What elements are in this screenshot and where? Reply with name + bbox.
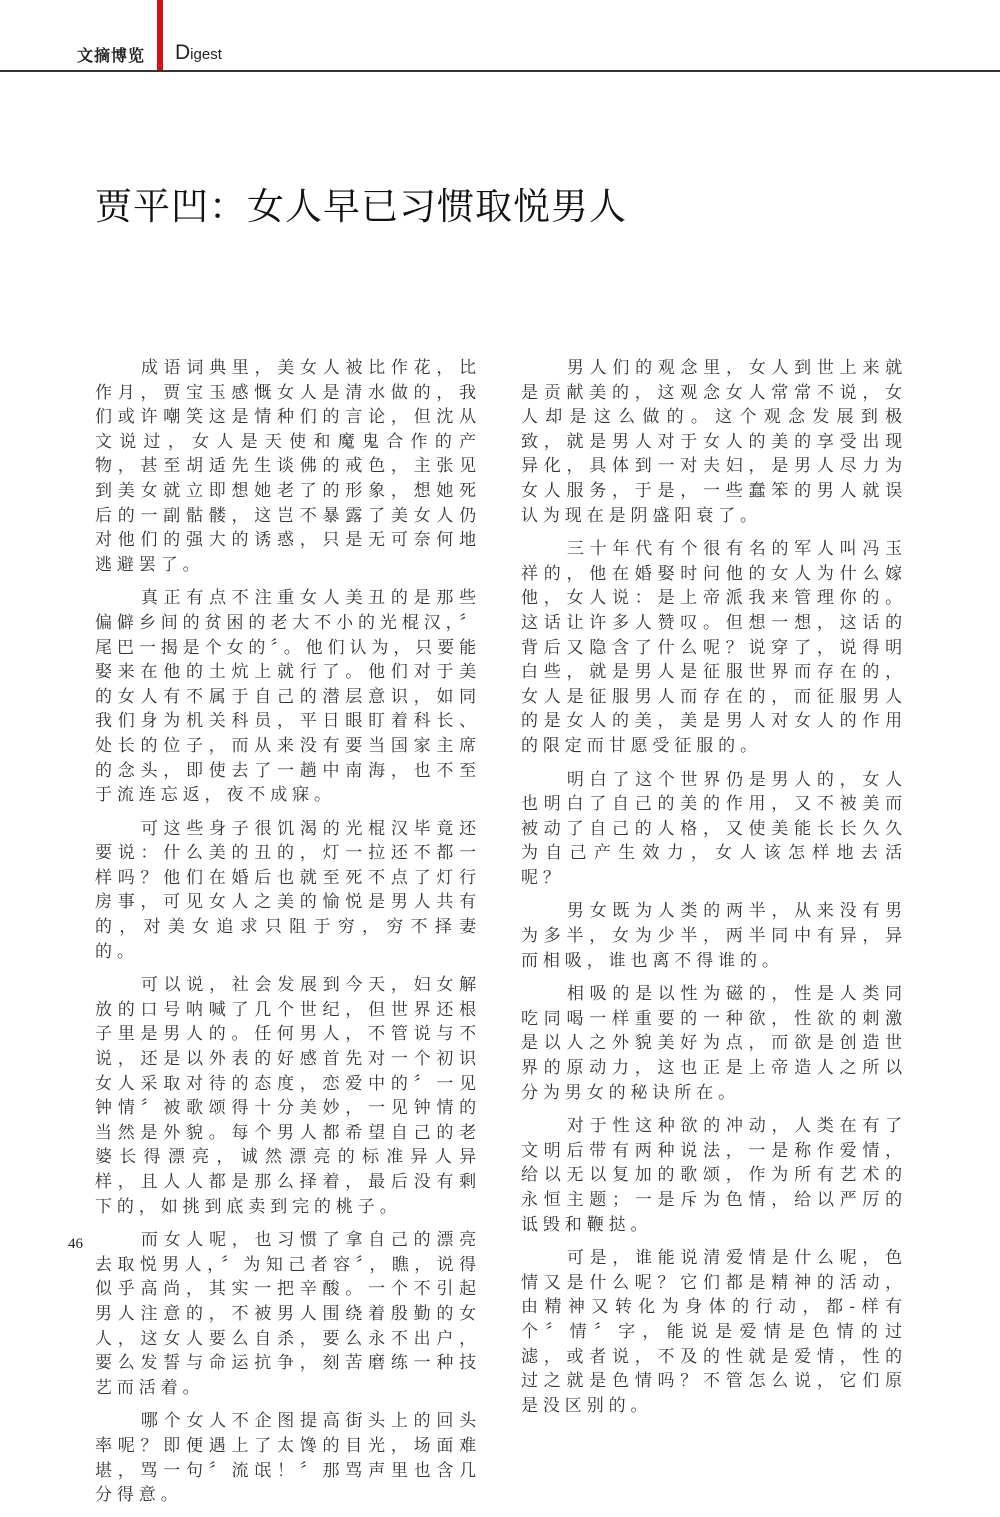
section-label-en xyxy=(175,41,222,65)
article-title: 贾平凹：女人早已习惯取悦男人 xyxy=(95,185,627,228)
paragraph: 明白了这个世界仍是男人的，女人也明白了自己的美的作用，又不被美而被动了自己的人格，又使美能长长久久为自己产生效力，女人该怎样地去活呢？ xyxy=(521,769,907,888)
page-number: 46 xyxy=(68,1236,83,1252)
section-label-en-rest: igest xyxy=(190,46,222,63)
paragraph: 成语词典里，美女人被比作花，比作月，贾宝玉感慨女人是清水做的，我们或许嘲笑这是情种们的言论，但沈从文说过，女人是天使和魔鬼合作的产物，甚至胡适先生谈佛的戒色，主张见到美女就立即想她老了的形象，想她死后的一副骷髅，这岂不暴露了美女人仍对他们的强大的诱惑，只是无可奈何地逃避罢了。 xyxy=(95,358,481,575)
header-accent-bar xyxy=(157,0,163,71)
paragraph: 男女既为人类的两半，从来没有男为多半，女为少半，两半同中有异，异而相吸，谁也离不得谁的。 xyxy=(521,901,907,971)
article-column-left xyxy=(95,356,481,1517)
paragraph: 对于性这种欲的冲动，人类在有了文明后带有两种说法，一是称作爱情，给以无以复加的歌颂，作为所有艺术的永恒主题；一是斥为色情，给以严厉的诋毁和鞭挞。 xyxy=(521,1116,907,1235)
section-label-en-initial: D xyxy=(175,41,191,64)
paragraph: 可是，谁能说清爱情是什么呢，色情又是什么呢？它们都是精神的活动，由精神又转化为身体的行动，都-样有个〞情〞字，能说是爱情是色情的过滤，或者说，不及的性就是爱情，性的过之就是色情吗？不管怎么说，它们原是没区别的。 xyxy=(521,1248,907,1416)
paragraph: 相吸的是以性为磁的，性是人类同吃同喝一样重要的一种欲，性欲的刺激是以人之外貌美好为点，而欲是创造世界的原动力，这也正是上帝造人之所以分为男女的秘诀所在。 xyxy=(521,984,907,1103)
paragraph: 可这些身子很饥渴的光棍汉毕竟还要说：什么美的丑的，灯一拉还不都一样吗？他们在婚后也就至死不点了灯行房事，可见女人之美的愉悦是男人共有的，对美女追求只阻于穷，穷不择妻的。 xyxy=(95,818,481,962)
header-rule xyxy=(0,70,1000,72)
paragraph: 男人们的观念里，女人到世上来就是贡献美的，这观念女人常常不说，女人却是这么做的。这个观念发展到极致，就是男人对于女人的美的享受出现异化，具体到一对夫妇，是男人尽力为女人服务，于是，一些蠢笨的男人就误认为现在是阴盛阳衰了。 xyxy=(521,358,907,526)
paragraph: 真正有点不注重女人美丑的是那些偏僻乡间的贫困的老大不小的光棍汉，〞尾巴一揭是个女的〞。他们认为，只要能娶来在他的土炕上就行了。他们对于美的女人有不属于自己的潜层意识，如同我们身为机关科员，平日眼盯着科长、处长的位子，而从来没有要当国家主席的念头，即使去了一趟中南海，也不至于流连忘返，夜不成寐。 xyxy=(95,588,481,806)
paragraph: 哪个女人不企图提高街头上的回头率呢？即便遇上了太馋的目光，场面难堪，骂一句〞流氓！〞那骂声里也含几分得意。 xyxy=(95,1411,481,1506)
section-label-cn: 文摘博览 xyxy=(77,46,146,65)
paragraph: 三十年代有个很有名的军人叫冯玉祥的，他在婚娶时问他的女人为什么嫁他，女人说：是上帝派我来管理你的。这话让许多人赞叹。但想一想，这话的背后又隐含了什么呢？说穿了，说得明白些，就是男人是征服世界而存在的，女人是征服男人而存在的，而征服男人的是女人的美，美是男人对女人的作用的限定而甘愿受征服的。 xyxy=(521,539,907,756)
paragraph: 可以说，社会发展到今天，妇女解放的口号呐喊了几个世纪，但世界还根子里是男人的。任何男人，不管说与不说，还是以外表的好感首先对一个初识女人采取对待的态度，恋爱中的〞一见钟情〞被歌颂得十分美妙，一见钟情的当然是外貌。每个男人都希望自己的老婆长得漂亮，诚然漂亮的标准异人异样，且人人都是那么择着，最后没有剩下的，如挑到底卖到完的桃子。 xyxy=(95,975,481,1217)
article-column-right xyxy=(521,356,907,1427)
paragraph: 而女人呢，也习惯了拿自己的漂亮去取悦男人，〞为知己者容〞，瞧，说得似乎高尚，其实一把辛酸。一个不引起男人注意的，不被男人围绕着殷勤的女人，这女人要么自杀，要么永不出户，要么发誓与命运抗争，刻苦磨练一种技艺而活着。 xyxy=(95,1230,481,1398)
